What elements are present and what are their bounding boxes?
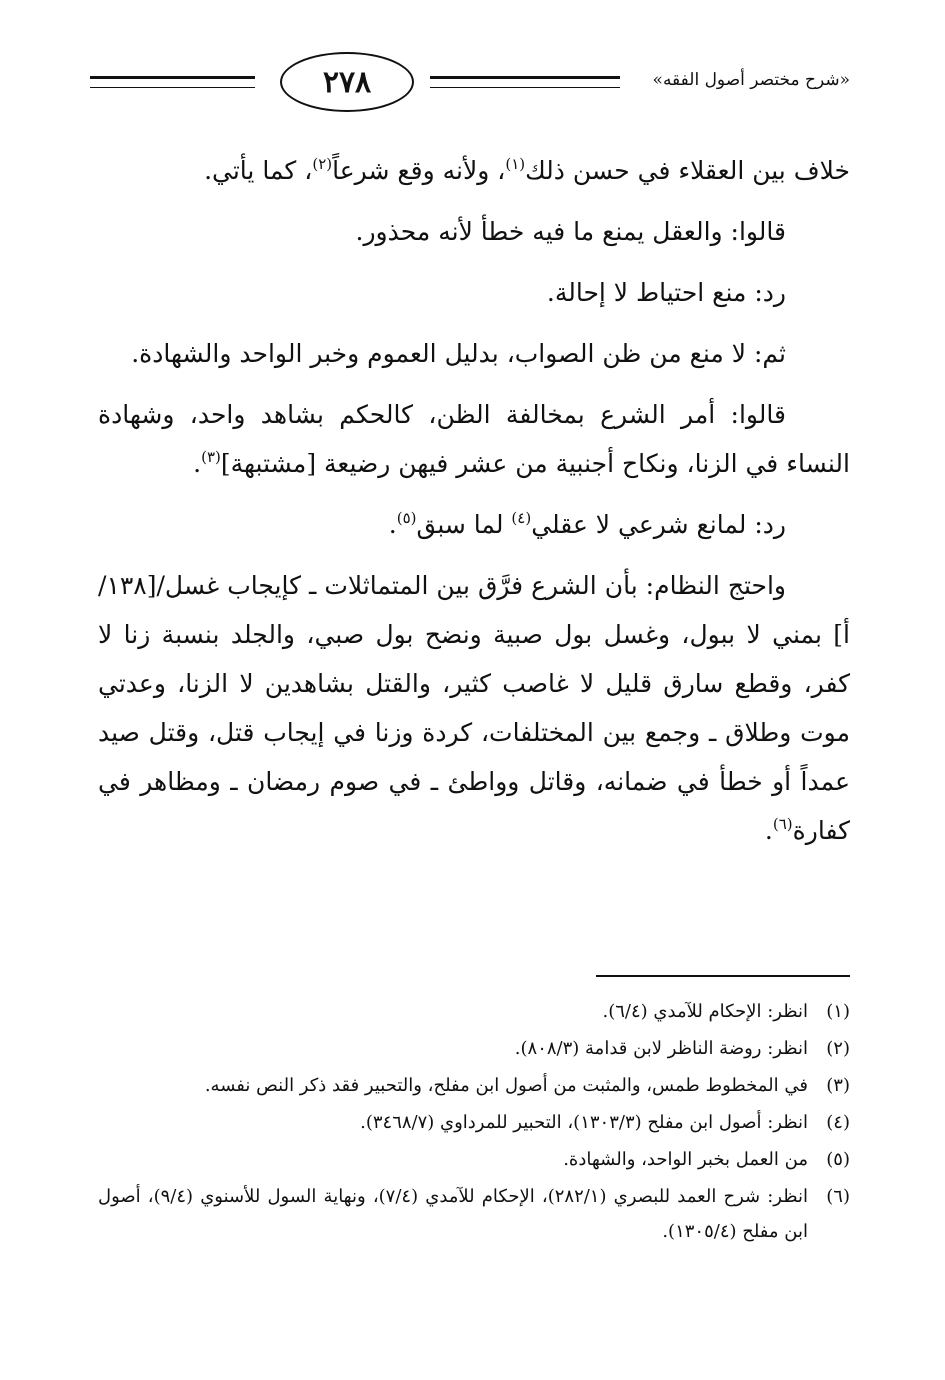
page-number: ٢٧٨ [280,52,414,112]
main-text [98,146,850,867]
paragraph-7: واحتج النظام: بأن الشرع فرَّق بين المتماثلات ـ كإيجاب غسل/[١٣٨/أ] بمني لا ببول، وغسل بول صبية ونضح بول صبي، والجلد بنسبة زنا لا كفر، وقطع سارق قليل لا غاصب كثير، والقتل بشاهدين لا الزنا، وعدتي موت وطلاق ـ وجمع بين المختلفات، كردة وزنا في إيجاب قتل، وقتل صيد عمداً أو خطأ في ضمانه، وقاتل وواطئ ـ في صوم رمضان ـ ومظاهر في كفارة$^{(٦)}$. [98,571,850,845]
footnote-ref[interactable]: (٤) [511,509,532,527]
footnotes [98,994,850,1251]
header-rule-left [90,76,255,88]
footnote-ref[interactable]: (٥) [396,509,417,527]
footnote-text: انظر: روضة الناظر لابن قدامة (٨٠٨/٣). [514,1038,808,1059]
page-header [90,48,850,120]
paragraph-1: خلاف بين العقلاء في حسن ذلك$^{(١)}$، ولأنه وقع شرعاً$^{(٢)}$، كما يأتي. [204,155,850,185]
footnote-ref[interactable]: (١) [505,155,526,173]
footnote-item [98,1105,850,1140]
footnote-number: (٣) [826,1075,850,1096]
footnote-number: (٥) [826,1149,850,1170]
footnote-item [98,1068,850,1103]
footnote-ref[interactable]: (٦) [772,815,793,833]
footnote-number: (١) [826,1001,850,1022]
footnote-number: (٦) [826,1186,850,1207]
footnote-text: من العمل بخبر الواحد، والشهادة. [563,1149,808,1170]
footnote-ref[interactable]: (٢) [312,155,333,173]
paragraph-6: رد: لمانع شرعي لا عقلي$^{(٤)}$ لما سبق$^{(٥)}$. [388,509,786,539]
footnote-ref[interactable]: (٣) [201,448,221,466]
footnote-number: (٤) [826,1112,850,1133]
footnote-item [98,1179,850,1249]
footnote-item [98,994,850,1029]
footnote-item [98,1031,850,1066]
running-title: «شرح مختصر أصول الفقه» [652,70,850,90]
header-rule-right [430,76,620,88]
paragraph-4: ثم: لا منع من ظن الصواب، بدليل العموم وخبر الواحد والشهادة. [131,339,786,368]
footnote-separator [596,975,850,977]
footnote-text: انظر: الإحكام للآمدي (٦/٤). [602,1001,808,1022]
paragraph-3: رد: منع احتياط لا إحالة. [546,278,786,307]
footnote-number: (٢) [826,1038,850,1059]
footnote-text: في المخطوط طمس، والمثبت من أصول ابن مفلح، والتحبير فقد ذكر النص نفسه. [204,1075,808,1096]
footnote-item [98,1142,850,1177]
footnote-text: انظر: شرح العمد للبصري (٢٨٢/١)، الإحكام للآمدي (٧/٤)، ونهاية السول للأسنوي (٩/٤)، أصول ابن مفلح (١٣٠٥/٤). [98,1186,809,1242]
paragraph-2: قالوا: والعقل يمنع ما فيه خطأ لأنه محذور. [355,217,786,246]
paragraph-5: قالوا: أمر الشرع بمخالفة الظن، كالحكم بشاهد واحد، وشهادة النساء في الزنا، ونكاح أجنبية من عشر فيهن رضيعة [مشتبهة]$^{(٣)}$. [98,400,850,478]
footnote-text: انظر: أصول ابن مفلح (١٣٠٣/٣)، التحبير للمرداوي (٣٤٦٨/٧). [360,1112,808,1133]
